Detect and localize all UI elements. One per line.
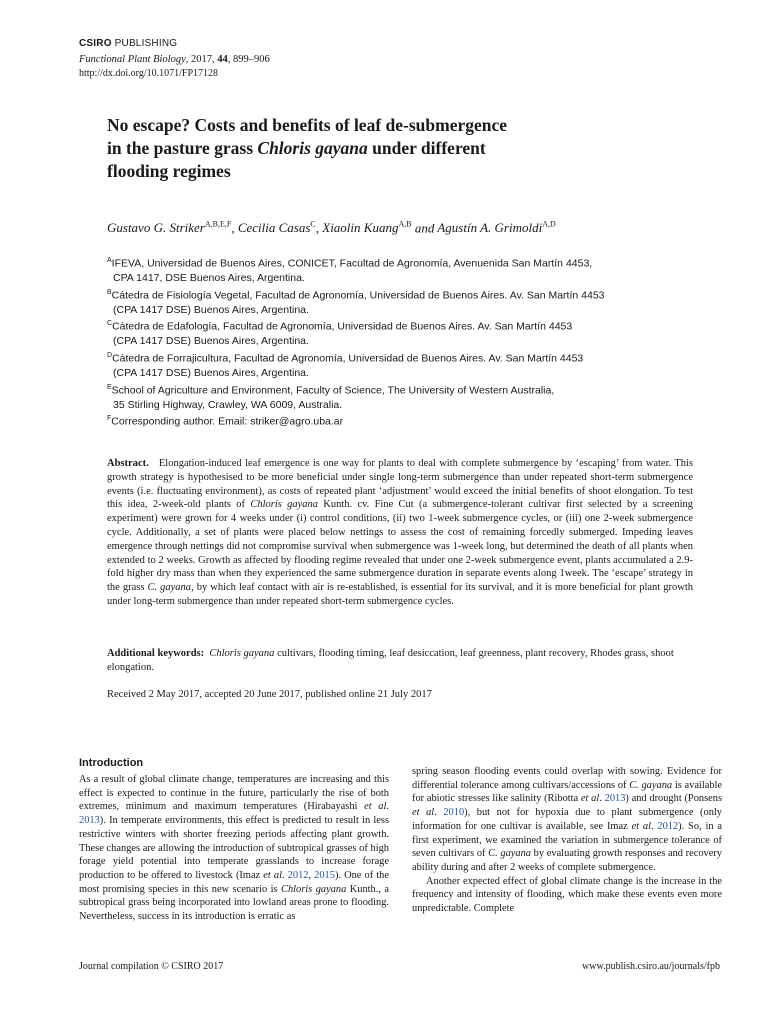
author-separator: , [315, 220, 323, 236]
title-line-2-post: under different [367, 138, 486, 158]
author-affil-sup: A,B [398, 220, 412, 229]
affiliation-sup: D [107, 352, 113, 360]
body-text: ). In temperate environments, this effect is predicted to result in less restrictive winters with shorter freezing periods affecting plant growth. These changes are allowing the introduction of subtropical grasses of high forage yield potential into temperate grasslands to increase forage production to be offered to livestock (Imaz [79, 815, 389, 881]
abstract-species: Chloris gayana [250, 499, 319, 511]
body-text: . [386, 801, 389, 813]
affiliation-line: CPA 1417, DSE Buenos Aires, Argentina. [113, 272, 305, 285]
citation-link[interactable]: 2013 [604, 793, 626, 805]
doi-link[interactable]: http://dx.doi.org/10.1071/FP17128 [79, 68, 218, 79]
affiliation-line: 35 Stirling Highway, Crawley, WA 6009, Australia. [113, 398, 343, 411]
citation-link[interactable]: 2015 [314, 869, 335, 881]
et-al: et al [263, 869, 282, 881]
body-text: ) and drought (Ponsens [625, 793, 722, 805]
affiliation-sup: F [107, 415, 112, 423]
et-al: et al [631, 820, 651, 832]
citation-year: , 2017, [185, 54, 218, 65]
title-species: Chloris gayana [257, 138, 368, 158]
affiliation-line: (CPA 1417 DSE) Buenos Aires, Argentina. [113, 303, 309, 316]
affiliation-item [107, 286, 667, 318]
body-text: , [308, 869, 315, 881]
et-al: et al [364, 801, 387, 813]
affiliation-sup: E [107, 383, 112, 391]
affiliation-line: IFEVA, Universidad de Buenos Aires, CONICET, Facultad de Agronomía, Avenuenida San Martín 4453, [111, 257, 593, 270]
title-line-3: flooding regimes [107, 161, 231, 181]
affiliation-line: Cátedra de Forrajicultura, Facultad de Agronomía, Universidad de Buenos Aires. Av. San Martín 4453 [112, 352, 584, 365]
title-line-1: No escape? Costs and benefits of leaf de-submergence [107, 115, 508, 135]
affiliation-item [107, 317, 667, 349]
affiliation-item [107, 381, 667, 413]
author-list [107, 220, 707, 236]
author-separator: and [411, 220, 438, 236]
body-text: Kunth., a subtropical grass being incorporated into lowland areas prone to flooding. Nevertheless, success in its introduction is erratic as [79, 883, 390, 923]
footer-journal-url[interactable]: www.publish.csiro.au/journals/fpb [582, 961, 720, 972]
body-text: As a result of global climate change, temperatures are increasing and this effect is expected to continue in the future, particularly the rise of both extremes, minimum and maximum temperatures (Hirabayashi [79, 774, 389, 813]
publisher-name [79, 38, 177, 49]
publisher-rest: PUBLISHING [111, 38, 178, 49]
affiliation-sup: B [107, 288, 112, 296]
body-column-right [412, 765, 722, 916]
publisher-bold: CSIRO [79, 38, 112, 49]
body-text: ). One of the most promising species in this new scenario is [79, 869, 389, 895]
paragraph [412, 765, 722, 875]
affiliation-line: (CPA 1417 DSE) Buenos Aires, Argentina. [113, 367, 309, 380]
corresponding-author-email[interactable]: Corresponding author. Email: striker@agro.uba.ar [111, 415, 344, 428]
author-affil-sup: A,B,E,F [204, 220, 232, 229]
abstract-text: Kunth. cv. Fine Cut (a submergence-tolerant cultivar first selected by a screening experiment) were grown for 4 weeks under (i) control conditions, (ii) two 1-week submergence cycles, or (iii) one 2-week submergence cycle. Additionally, a set of plants were placed below nettings to assess the cost of remaining forcedly submerged. Impeding leaves emergence through nettings did not compromise survival when submergence was 1-week long, but determined the death of all plants when extended to 2 weeks. Growth as affected by flooding regime revealed that under one 2-week submergence event, plants accumulated a 2.9-fold higher dry mass than when they experienced the same submergence duration in separate events along 1week. The ‘escape’ strategy in the grass [107, 499, 693, 594]
citation-link[interactable]: 2012 [657, 820, 679, 832]
footer-copyright: Journal compilation © CSIRO 2017 [79, 961, 224, 972]
author-name: Gustavo G. Striker [107, 220, 205, 236]
affiliation-sup: A [107, 257, 112, 264]
body-text: . [599, 793, 605, 805]
et-al: et al [580, 793, 600, 805]
journal-name: Functional Plant Biology [79, 54, 186, 65]
abstract-species: C. gayana [147, 582, 192, 594]
affiliation-line: Cátedra de Edafología, Facultad de Agronomía, Universidad de Buenos Aires. Av. San Martín 4453 [112, 320, 573, 333]
citation-link[interactable]: 2013 [79, 815, 100, 827]
keywords-label: Additional keywords: [107, 648, 205, 659]
species-name: C. gayana [629, 779, 673, 791]
paragraph [79, 773, 389, 924]
author-name: Xiaolin Kuang [322, 220, 399, 236]
affiliation-item [107, 349, 667, 381]
title-line-2 [107, 137, 667, 160]
keywords [107, 647, 693, 675]
paper-title [107, 114, 667, 183]
author[interactable] [107, 220, 231, 235]
affiliations [107, 254, 667, 430]
abstract-text: Elongation-induced leaf emergence is one way for plants to deal with complete submergence by ‘escaping’ from water. This growth strategy is hypothesised to be more beneficial under single long-term submergence than under repeated short-term submergence events (i.e. fluctuating environment), as costs of repeated plant ‘adjustment’ would exceed the initial benefits of shoot elongation. To test this idea, 2-week-old plants of [107, 458, 693, 511]
affiliation-line: School of Agriculture and Environment, Faculty of Science, The University of Western Australia, [111, 384, 555, 397]
abstract [107, 457, 693, 609]
citation-link[interactable]: 2010 [443, 807, 465, 819]
affiliation-item [107, 254, 667, 286]
body-text: . [434, 807, 444, 819]
author-affil-sup: C [310, 220, 316, 229]
affiliation-line: Cátedra de Fisiología Vegetal, Facultad de Agronomía, Universidad de Buenos Aires. Av. San Martín 4453 [111, 289, 605, 302]
citation-link[interactable]: 2012 [287, 869, 309, 881]
author-name: Cecilia Casas [237, 220, 311, 236]
et-al: et al [412, 807, 435, 819]
keyword-species: Chloris gayana [209, 648, 275, 659]
species-name: Chloris gayana [281, 883, 347, 895]
abstract-label: Abstract. [107, 458, 149, 469]
body-text: ), but not for hypoxia due to plant submergence (only information for one cultivar is available, see Imaz [412, 807, 722, 832]
journal-volume: 44 [217, 54, 228, 65]
journal-pages: , 899–906 [227, 54, 270, 65]
body-column-left [79, 773, 389, 924]
body-text: ). So, in a first experiment, we examined the variation in submergence tolerance of seven cultivars of [412, 820, 722, 860]
affiliation-line: (CPA 1417 DSE) Buenos Aires, Argentina. [113, 335, 309, 348]
title-line-2-pre: in the pasture grass [107, 138, 258, 158]
paragraph: Another expected effect of global climate change is the increase in the frequency and intensity of flooding, which make these events even more unpredictable. Complete [412, 875, 722, 915]
body-text: by evaluating growth responses and recovery ability during and after 2 weeks of complete submergence. [412, 848, 722, 873]
author[interactable] [437, 220, 555, 235]
keywords-text: cultivars, flooding timing, leaf desiccation, leaf greenness, plant recovery, Rhodes grass, shoot elongation. [107, 648, 674, 673]
affiliation-sup: C [107, 320, 113, 328]
author-affil-sup: A,D [542, 220, 556, 229]
body-text: spring season flooding events could overlap with sowing. Evidence for differential tolerance among cultivars/accessions of [412, 766, 722, 791]
author-separator: , [231, 220, 238, 236]
author[interactable] [322, 220, 411, 235]
body-text: . [281, 869, 288, 881]
author-name: Agustín A. Grimoldi [437, 220, 543, 236]
species-name: C. gayana [488, 848, 531, 860]
author[interactable] [238, 220, 316, 235]
abstract-text: , by which leaf contact with air is re-established, is essential for its survival, and it is more beneficial for plant growth under long-term submergence than under repeated short-term submergence cycles. [107, 582, 693, 607]
affiliation-item [107, 412, 667, 429]
journal-citation [79, 54, 270, 65]
body-text: . [650, 820, 658, 832]
body-text: is available for abiotic stresses like salinity (Ribotta [412, 779, 723, 805]
section-heading-introduction: Introduction [79, 757, 144, 769]
received-dates: Received 2 May 2017, accepted 20 June 2017, published online 21 July 2017 [107, 689, 432, 700]
